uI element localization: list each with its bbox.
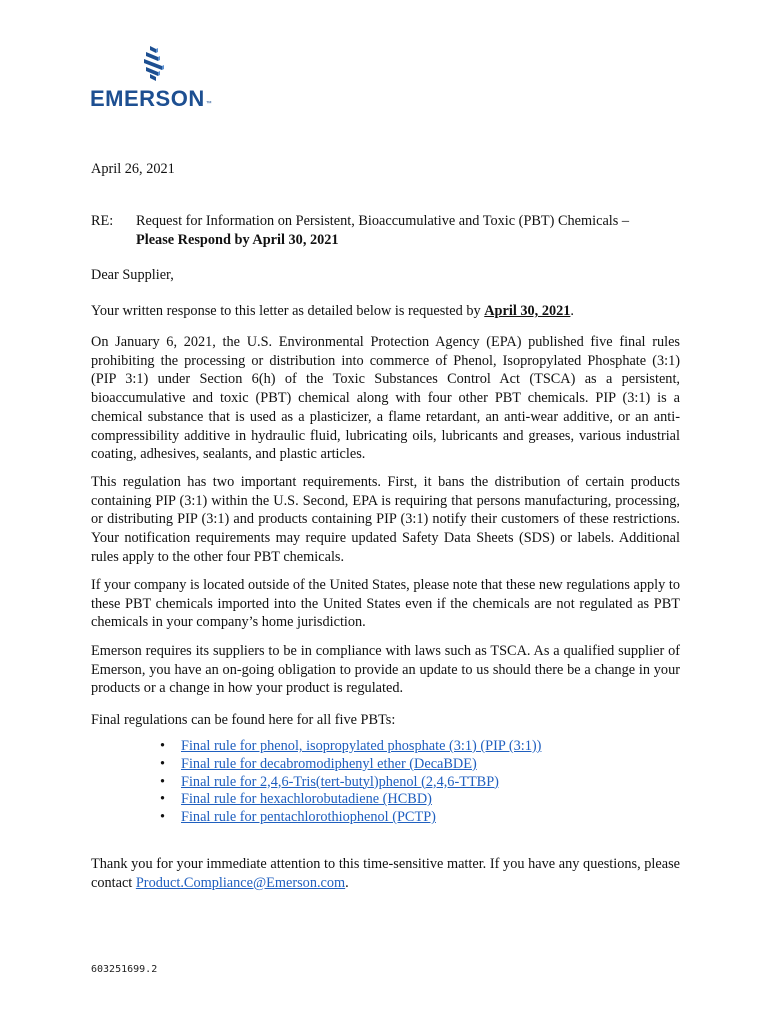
p1-end: .	[570, 303, 574, 319]
bullet-icon: •	[160, 809, 166, 826]
re-deadline: Please Respond by April 30, 2021	[136, 231, 339, 248]
regulation-links-list	[160, 738, 541, 827]
paragraph-epa-rules: On January 6, 2021, the U.S. Environmental Protection Agency (EPA) published five final rules prohibiting the processing or distribution into commerce of Phenol, Isopropylated Phosphate (3:1) (PIP 3:1) under Section 6(h) of the Toxic Substances Control Act (TSCA) as a persistent, bioaccumulative and toxic (PBT) chemical along with four other PBT chemicals. PIP (3:1) is a chemical substance that is used as a plasticizer, a flame retardant, an anti-wear additive, or an anti-compressibility additive in hydraulic fluid, lubricating oils, lubricants and greases, various industrial coating, adhesives, sealants, and plastic articles.	[91, 334, 680, 463]
paragraph-response-request	[91, 302, 680, 321]
closing-text: Thank you for your immediate attention to this time-sensitive matter. If you have any questions, please contact	[91, 856, 680, 891]
bullet-icon: •	[160, 791, 166, 808]
bullet-icon: •	[160, 773, 166, 790]
paragraph-final-regulations: Final regulations can be found here for all five PBTs:	[91, 712, 396, 728]
document-code: 603251699.2	[91, 964, 158, 975]
salutation: Dear Supplier,	[91, 267, 174, 283]
list-item	[160, 756, 541, 774]
bullet-icon: •	[160, 738, 166, 754]
paragraph-closing	[91, 855, 680, 892]
emerson-logo-mark-icon	[140, 45, 166, 87]
re-subject-text: Request for Information on Persistent, Bioaccumulative and Toxic (PBT) Chemicals –	[136, 213, 630, 229]
paragraph-requirements: This regulation has two important requirements. First, it bans the distribution of certain products containing PIP (3:1) within the U.S. Second, EPA is requiring that persons manufacturing, processing, or distributing PIP (3:1) and products containing PIP (3:1) notify their customers of these restrictions. Your notification requirements may require updated Safety Data Sheets (SDS) or labels. Additional rules apply to the other four PBT chemicals.	[91, 474, 680, 565]
list-item	[160, 809, 541, 827]
re-label: RE:	[91, 213, 114, 229]
list-item	[160, 738, 541, 756]
emerson-wordmark: EMERSON™	[90, 86, 213, 111]
re-subject	[136, 212, 696, 249]
bullet-icon: •	[160, 755, 166, 772]
contact-email-link[interactable]: Product.Compliance@Emerson.com	[135, 874, 346, 891]
link-pctp[interactable]: Final rule for pentachlorothiophenol (PCTP)	[181, 809, 436, 826]
list-item	[160, 774, 541, 792]
emerson-logo	[90, 45, 240, 110]
paragraph-compliance: Emerson requires its suppliers to be in compliance with laws such as TSCA. As a qualified supplier of Emerson, you have an on-going obligation to provide an update to us should there be a change in your products or a change in how your product is regulated.	[91, 643, 680, 697]
link-ttbp[interactable]: Final rule for 2,4,6-Tris(tert-butyl)phenol (2,4,6-TTBP)	[181, 773, 499, 790]
link-decabde[interactable]: Final rule for decabromodiphenyl ether (DecaBDE)	[181, 755, 477, 772]
letter-date: April 26, 2021	[91, 161, 175, 177]
response-deadline: April 30, 2021	[484, 303, 571, 319]
paragraph-outside-us: If your company is located outside of the United States, please note that these new regulations apply to these PBT chemicals imported into the United States even if the chemicals are not regulated as PBT chemicals in your company’s home jurisdiction.	[91, 577, 680, 631]
link-hcbd[interactable]: Final rule for hexachlorobutadiene (HCBD)	[181, 791, 432, 808]
closing-end: .	[345, 874, 349, 891]
link-pip[interactable]: Final rule for phenol, isopropylated phosphate (3:1) (PIP (3:1))	[181, 738, 542, 754]
list-item	[160, 791, 541, 809]
p1-text: Your written response to this letter as detailed below is requested by	[91, 303, 485, 319]
